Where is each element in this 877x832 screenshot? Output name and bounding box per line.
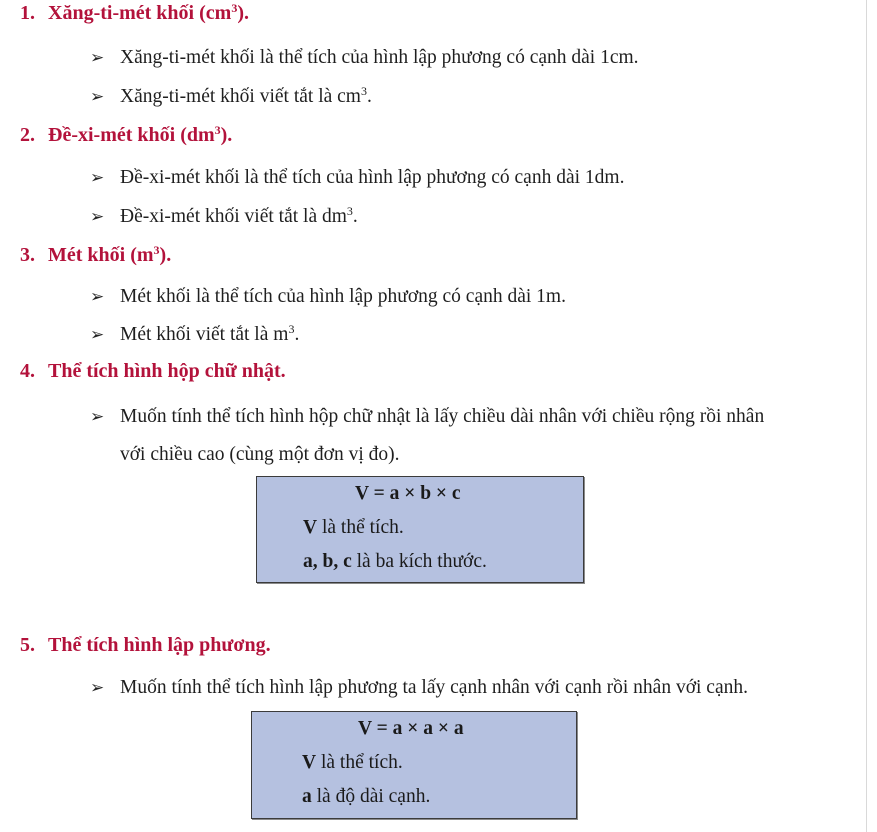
bullet-item [90,167,624,189]
symbol: a, b, c [303,551,352,572]
bullet-text: Đề-xi-mét khối viết tắt là dm [120,206,347,227]
title-suffix: ). [237,2,249,24]
superscript: 3 [231,1,238,15]
section-5-heading [20,634,271,657]
bullet-text-suffix: . [352,206,358,227]
section-number: 5. [20,634,35,656]
section-number: 1. [20,2,35,24]
title-suffix: ). [220,124,233,146]
title-suffix: ). [159,244,172,266]
definition-text: là thể tích. [317,517,404,538]
bullet-text-continued: với chiều cao (cùng một đơn vị đo). [120,444,400,465]
definition-text: là thể tích. [316,752,403,773]
arrow-bullet-icon: ➢ [90,168,105,187]
definition-text: là độ dài cạnh. [311,786,431,807]
bullet-text: Xăng-ti-mét khối viết tắt là cm [120,86,361,107]
section-number: 3. [20,244,35,266]
arrow-bullet-icon: ➢ [90,48,105,67]
section-title: Thể tích hình hộp chữ nhật. [48,360,286,382]
formula-definition [302,786,430,808]
superscript: 3 [346,204,353,218]
bullet-item [90,398,860,474]
section-number: 2. [20,124,35,146]
section-title: Xăng-ti-mét khối (cm [48,2,232,24]
arrow-bullet-icon: ➢ [90,207,105,226]
formula-definition [302,752,403,774]
section-title: Thể tích hình lập phương. [48,634,271,656]
bullet-text-suffix: . [294,324,300,345]
section-number: 4. [20,360,35,382]
bullet-text: Xăng-ti-mét khối là thể tích của hình lập phương có cạnh dài 1cm. [120,47,639,68]
bullet-text: Muốn tính thể tích hình lập phương ta lấy cạnh nhân với cạnh rồi nhân với cạnh. [120,677,748,698]
arrow-bullet-icon: ➢ [90,407,105,426]
arrow-bullet-icon: ➢ [90,325,105,344]
formula-box-rectangular-box [256,476,584,583]
section-4-heading [20,360,286,383]
arrow-bullet-icon: ➢ [90,678,105,697]
formula-definition [303,517,404,539]
bullet-item [90,47,639,69]
definition-text: là ba kích thước. [351,551,487,572]
bullet-text: Đề-xi-mét khối là thể tích của hình lập phương có cạnh dài 1dm. [120,167,625,188]
arrow-bullet-icon: ➢ [90,87,105,106]
formula-definition [303,551,487,573]
page-border-line [866,0,867,832]
bullet-text: Muốn tính thể tích hình hộp chữ nhật là lấy chiều dài nhân với chiều rộng rồi nhân [120,406,765,427]
formula-box-cube [251,711,577,819]
volume-formula: V = a × b × c [355,483,461,504]
symbol: V [303,517,318,538]
superscript: 3 [288,322,295,336]
symbol: a [302,786,312,807]
arrow-bullet-icon: ➢ [90,287,105,306]
bullet-text: Mét khối viết tắt là m [120,324,289,345]
volume-formula: V = a × a × a [358,718,464,739]
bullet-item [90,324,299,346]
section-2-heading [20,124,232,147]
section-title: Đề-xi-mét khối (dm [48,124,215,146]
bullet-item [90,677,748,699]
bullet-item [90,286,566,308]
bullet-item [90,86,372,108]
superscript: 3 [153,243,160,257]
symbol: V [302,752,317,773]
bullet-item [90,206,358,228]
superscript: 3 [360,84,367,98]
section-1-heading [20,2,249,25]
bullet-text: Mét khối là thể tích của hình lập phương có cạnh dài 1m. [120,286,566,307]
superscript: 3 [214,123,221,137]
section-title: Mét khối (m [48,244,154,266]
section-3-heading [20,244,171,267]
bullet-text-suffix: . [366,86,372,107]
